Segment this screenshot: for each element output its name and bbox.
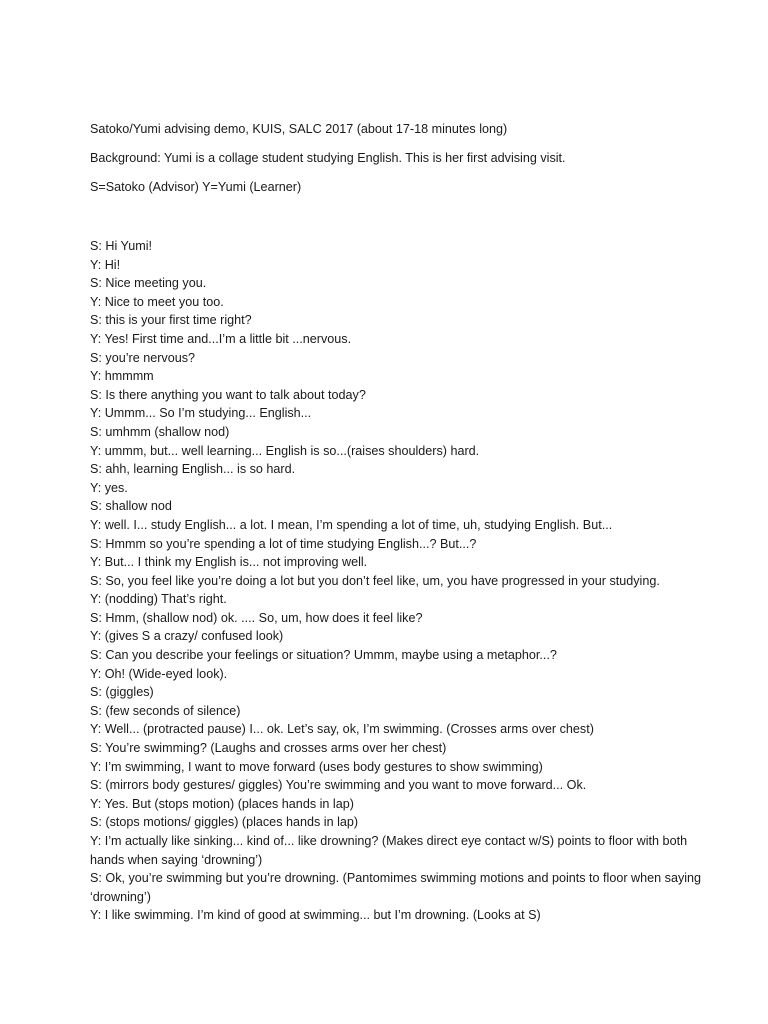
transcript-line: Y: hmmmm bbox=[90, 369, 154, 384]
transcript-line: S: this is your first time right? bbox=[90, 313, 252, 328]
transcript-line: S: (stops motions/ giggles) (places hands in lap) bbox=[90, 815, 359, 830]
transcript-lines bbox=[90, 237, 710, 925]
transcript-line: Y: Hi! bbox=[90, 257, 121, 272]
transcript-line: Y: yes. bbox=[90, 480, 128, 495]
transcript-line: Y: I’m swimming, I want to move forward (uses body gestures to show swimming) bbox=[90, 759, 543, 774]
transcript-line: S: Nice meeting you. bbox=[90, 276, 207, 291]
transcript-line: Y: well. I... study English... a lot. I mean, I’m spending a lot of time, uh, studying English. But... bbox=[90, 517, 613, 532]
transcript-line: S: (mirrors body gestures/ giggles) You’re swimming and you want to move forward... Ok. bbox=[90, 778, 587, 793]
transcript-line: Y: I’m actually like sinking... kind of... like drowning? (Makes direct eye contact w/S) points to floor with both hands when saying ‘drowning’) bbox=[90, 834, 688, 867]
document-header bbox=[90, 121, 750, 196]
transcript-line: S: Can you describe your feelings or situation? Ummm, maybe using a metaphor...? bbox=[90, 648, 557, 663]
transcript-line: S: Ok, you’re swimming but you’re drowning. (Pantomimes swimming motions and points to floor when saying ‘drowning’) bbox=[90, 871, 702, 904]
document-title: Satoko/Yumi advising demo, KUIS, SALC 2017 (about 17-18 minutes long) bbox=[90, 122, 508, 136]
transcript-line: Y: Ummm... So I’m studying... English... bbox=[90, 406, 312, 421]
transcript-line: S: (few seconds of silence) bbox=[90, 703, 241, 718]
transcript-line: Y: (gives S a crazy/ confused look) bbox=[90, 629, 284, 644]
transcript-line: Y: Nice to meet you too. bbox=[90, 294, 224, 309]
transcript-line: Y: ummm, but... well learning... English is so...(raises shoulders) hard. bbox=[90, 443, 480, 458]
transcript-line: S: Hmm, (shallow nod) ok. .... So, um, how does it feel like? bbox=[90, 610, 423, 625]
transcript-line: Y: Well... (protracted pause) I... ok. Let’s say, ok, I’m swimming. (Crosses arms over chest) bbox=[90, 722, 594, 737]
transcript-line: S: So, you feel like you’re doing a lot but you don’t feel like, um, you have progressed in your studying. bbox=[90, 573, 660, 588]
transcript-line: S: you’re nervous? bbox=[90, 350, 196, 365]
transcript-line: S: You’re swimming? (Laughs and crosses arms over her chest) bbox=[90, 741, 447, 756]
transcript-line: Y: (nodding) That’s right. bbox=[90, 592, 227, 607]
speaker-legend: S=Satoko (Advisor) Y=Yumi (Learner) bbox=[90, 180, 302, 194]
background-note: Background: Yumi is a collage student studying English. This is her first advising visit. bbox=[90, 151, 566, 165]
transcript-line: S: Hmmm so you’re spending a lot of time studying English...? But...? bbox=[90, 536, 477, 551]
transcript-line: S: ahh, learning English... is so hard. bbox=[90, 462, 296, 477]
transcript-line: S: Hi Yumi! bbox=[90, 239, 153, 253]
transcript-line: S: (giggles) bbox=[90, 685, 154, 700]
transcript-line: Y: Yes! First time and...I’m a little bit ...nervous. bbox=[90, 331, 352, 346]
transcript-line: Y: But... I think my English is... not improving well. bbox=[90, 555, 368, 570]
transcript-line: S: umhmm (shallow nod) bbox=[90, 424, 230, 439]
transcript-line: Y: Oh! (Wide-eyed look). bbox=[90, 666, 228, 681]
transcript-line: Y: I like swimming. I’m kind of good at swimming... but I’m drowning. (Looks at S) bbox=[90, 908, 541, 923]
transcript-line: S: Is there anything you want to talk about today? bbox=[90, 387, 366, 402]
transcript-line: Y: Yes. But (stops motion) (places hands in lap) bbox=[90, 796, 354, 811]
transcript-line: S: shallow nod bbox=[90, 499, 172, 514]
